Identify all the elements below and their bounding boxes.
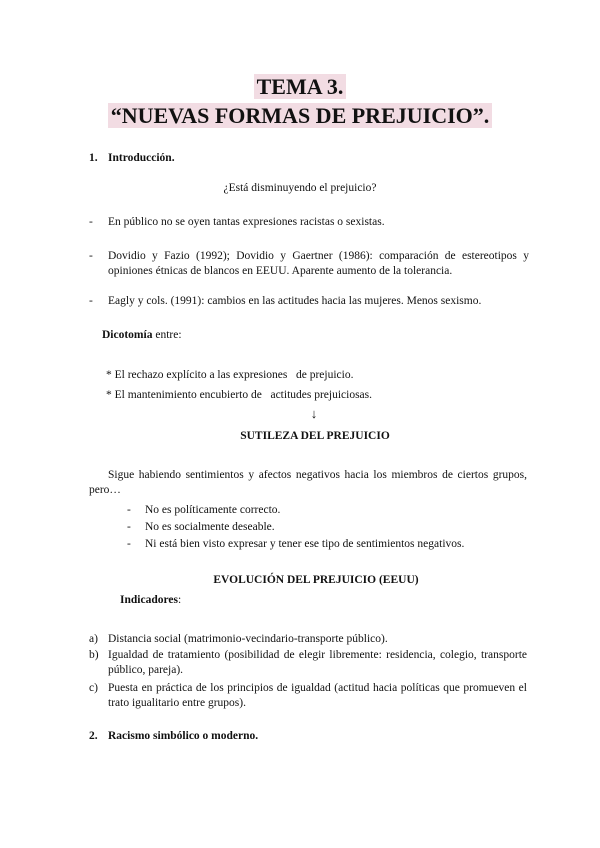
title-line-1	[0, 74, 600, 100]
dash-mark: -	[89, 250, 93, 262]
indicator-text: Puesta en práctica de los principios de igualdad (actitud hacia políticas que promueven el trato igualitario entre grupos).	[108, 682, 527, 709]
section-1-heading: Introducción.	[108, 152, 175, 164]
sub-list-item-text: No es socialmente deseable.	[145, 521, 275, 533]
down-arrow-icon: ↓	[310, 406, 318, 421]
dash-mark: -	[89, 216, 93, 228]
list-item-text: En público no se oyen tantas expresiones racistas o sexistas.	[108, 216, 385, 228]
sub-list-item-text: No es políticamente correcto.	[145, 504, 281, 516]
list-item-text: Eagly y cols. (1991): cambios en las actitudes hacia las mujeres. Menos sexismo.	[108, 295, 482, 307]
list-item-text: Dovidio y Fazio (1992); Dovidio y Gaertner (1986): comparación de estereotipos y opiniones étnicas de blancos en EEUU. Aparente aumento de la tolerancia.	[108, 250, 529, 277]
indicator-text: Distancia social (matrimonio-vecindario-transporte público).	[108, 633, 388, 645]
intro-question: ¿Está disminuyendo el prejuicio?	[223, 182, 377, 194]
indicator-mark: c)	[89, 682, 98, 694]
indicadores-colon: :	[177, 594, 182, 606]
star-item-2: * El mantenimiento encubierto de actitudes prejuiciosas.	[106, 389, 373, 401]
sub-list-item-text: Ni está bien visto expresar y tener ese tipo de sentimientos negativos.	[145, 538, 465, 550]
dicotomia-line	[102, 328, 182, 343]
dicotomia-bold: Dicotomía	[102, 329, 153, 341]
dash-mark: -	[127, 504, 131, 516]
title-line-1-text: TEMA 3.	[254, 74, 347, 99]
section-1-number: 1.	[89, 152, 98, 164]
title-line-2-text: “NUEVAS FORMAS DE PREJUICIO”.	[108, 103, 493, 128]
sutileza-heading: SUTILEZA DEL PREJUICIO	[240, 430, 390, 442]
sutileza-paragraph: Sigue habiendo sentimientos y afectos negativos hacia los miembros de ciertos grupos, pero…	[89, 469, 527, 496]
indicadores-label	[120, 593, 181, 608]
dash-mark: -	[127, 538, 131, 550]
dicotomia-rest: entre:	[152, 329, 182, 341]
dash-mark: -	[89, 295, 93, 307]
dash-mark: -	[127, 521, 131, 533]
indicator-text: Igualdad de tratamiento (posibilidad de elegir libremente: residencia, colegio, transporte público, pareja).	[108, 649, 527, 676]
title-line-2	[0, 103, 600, 129]
indicator-mark: b)	[89, 649, 99, 661]
section-2-number: 2.	[89, 730, 98, 742]
indicator-mark: a)	[89, 633, 98, 645]
indicadores-bold: Indicadores	[120, 594, 178, 606]
section-2-heading: Racismo simbólico o moderno.	[108, 730, 259, 742]
star-item-1: * El rechazo explícito a las expresiones de prejuicio.	[106, 369, 354, 381]
evolucion-heading: EVOLUCIÓN DEL PREJUICIO (EEUU)	[213, 574, 419, 586]
